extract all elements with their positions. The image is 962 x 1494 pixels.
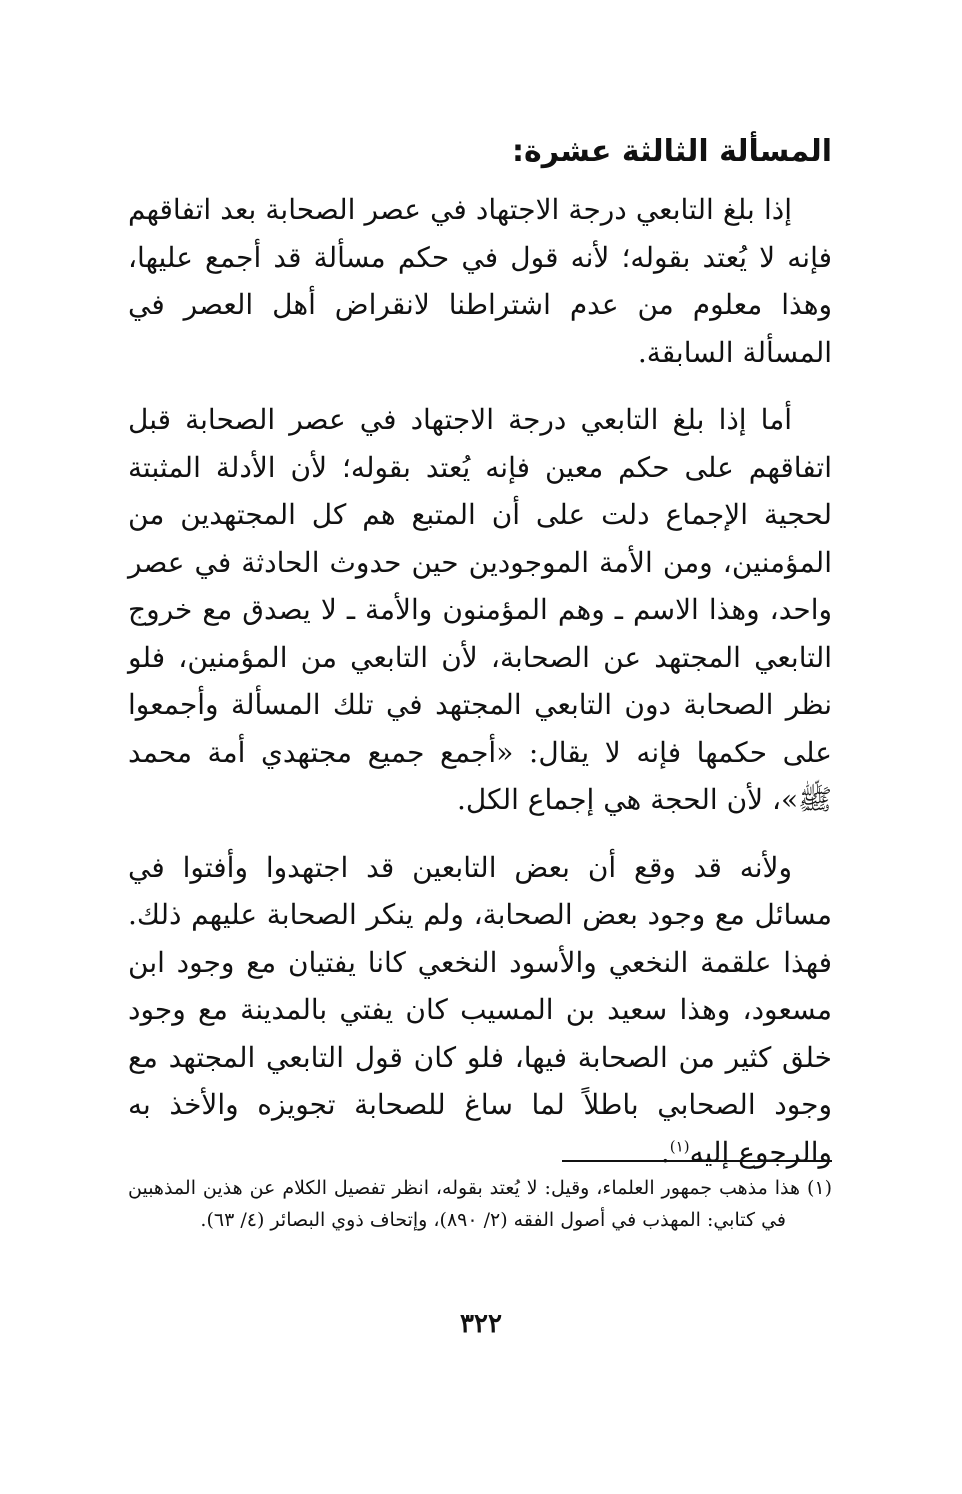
footnote-separator bbox=[562, 1160, 832, 1162]
paragraph-1: إذا بلغ التابعي درجة الاجتهاد في عصر الصحابة بعد اتفاقهم فإنه لا يُعتد بقوله؛ لأنه قول في حكم مسألة قد أجمع عليها، وهذا معلوم من عدم اشتراطنا لانقراض أهل العصر في المسألة السابقة. bbox=[128, 193, 832, 369]
footnote: (١) هذا مذهب جمهور العلماء، وقيل: لا يُعتد بقوله، انظر تفصيل الكلام عن هذين المذهبين في كتابي: المهذب في أصول الفقه (٢/ ٨٩٠)، وإتحاف ذوي البصائر (٤/ ٦٣). bbox=[128, 1177, 832, 1231]
page-number: ٣٢٢ bbox=[460, 1309, 502, 1339]
paragraph-2: أما إذا بلغ التابعي درجة الاجتهاد في عصر الصحابة قبل اتفاقهم على حكم معين فإنه يُعتد بقوله؛ لأن الأدلة المثبتة لحجية الإجماع دلت على أن المتبع هم كل المجتهدين من المؤمنين، ومن الأمة الموجودين حين حدوث الحادثة في عصر واحد، وهذا الاسم ـ وهم المؤمنون والأمة ـ لا يصدق مع خروج التابعي المجتهد عن الصحابة، لأن التابعي من المؤمنين، فلو نظر الصحابة دون التابعي المجتهد في تلك المسألة وأجمعوا على حكمها فإنه لا يقال: «أجمع جميع مجتهدي أمة محمد ﷺ»، لأن الحجة هي إجماع الكل. bbox=[128, 403, 832, 816]
footnote-ref: (١) bbox=[669, 1137, 690, 1156]
paragraph-3 bbox=[128, 844, 832, 1177]
paragraph-3-text: ولأنه قد وقع أن بعض التابعين قد اجتهدوا وأفتوا في مسائل مع وجود بعض الصحابة، ولم ينكر الصحابة عليهم ذلك. فهذا علقمة النخعي والأسود النخعي كانا يفتيان مع وجود ابن مسعود، وهذا سعيد بن المسيب كان يفتي بالمدينة مع وجود خلق كثير من الصحابة فيها، فلو كان قول التابعي المجتهد مع وجود الصحابي باطلاً لما ساغ للصحابة تجويزه والأخذ به والرجوع إليه bbox=[128, 850, 832, 1169]
paragraph-3-ending: . bbox=[660, 1135, 670, 1169]
main-text bbox=[128, 120, 832, 1196]
section-heading: المسألة الثالثة عشرة: bbox=[512, 134, 832, 169]
